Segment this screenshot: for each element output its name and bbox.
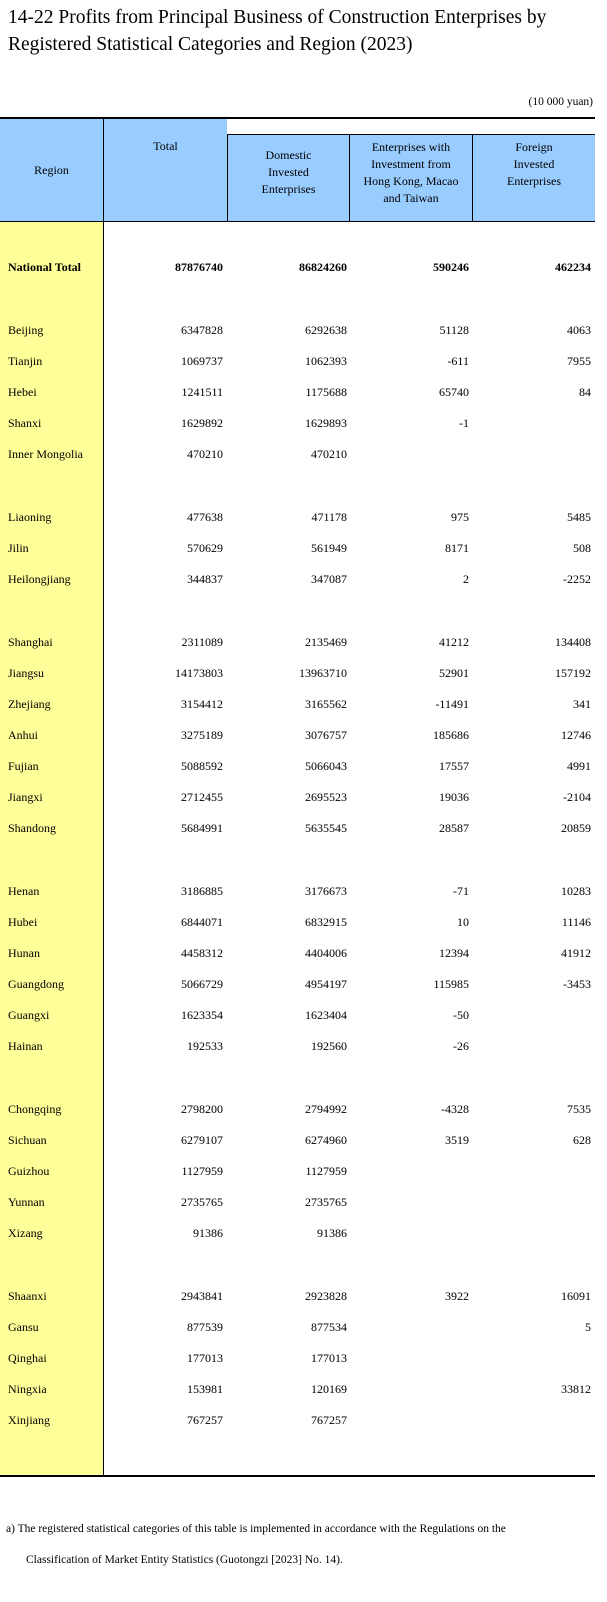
footnote <box>6 1514 596 1576</box>
table-row <box>0 1161 595 1183</box>
domestic-cell: 1623404 <box>305 1008 347 1022</box>
total-cell: 570629 <box>187 541 223 555</box>
domestic-cell: 347087 <box>311 572 347 586</box>
domestic-cell: 1062393 <box>305 354 347 368</box>
region-cell: Jiangsu <box>8 666 44 680</box>
hk-macao-taiwan-cell: 8171 <box>445 541 469 555</box>
hk-macao-taiwan-cell: 51128 <box>439 323 469 337</box>
foreign-cell: 12746 <box>561 728 591 742</box>
foreign-cell: -2104 <box>563 790 591 804</box>
domestic-cell: 6292638 <box>305 323 347 337</box>
domestic-cell: 3176673 <box>305 884 347 898</box>
domestic-cell: 2735765 <box>305 1195 347 1209</box>
hk-macao-taiwan-cell: 185686 <box>433 728 469 742</box>
foreign-cell: 4063 <box>567 323 591 337</box>
table-row <box>0 1192 595 1214</box>
domestic-cell: 2923828 <box>305 1289 347 1303</box>
foreign-cell: 4991 <box>567 759 591 773</box>
region-cell: Shanxi <box>8 416 42 430</box>
foreign-cell: 20859 <box>561 821 591 835</box>
table-row <box>0 1223 595 1245</box>
domestic-cell: 177013 <box>311 1351 347 1365</box>
total-cell: 2943841 <box>181 1289 223 1303</box>
total-cell: 3154412 <box>181 697 223 711</box>
foreign-cell: 7535 <box>567 1102 591 1116</box>
total-cell: 477638 <box>187 510 223 524</box>
region-cell: Shandong <box>8 821 56 835</box>
table-row <box>0 507 595 529</box>
hk-macao-taiwan-cell: -50 <box>453 1008 469 1022</box>
domestic-cell: 2135469 <box>305 635 347 649</box>
table-row <box>0 1005 595 1027</box>
domestic-cell: 3165562 <box>305 697 347 711</box>
total-cell: 2712455 <box>181 790 223 804</box>
total-cell: 177013 <box>187 1351 223 1365</box>
table-row <box>0 1036 595 1058</box>
foreign-cell: -2252 <box>563 572 591 586</box>
domestic-cell: 877534 <box>311 1320 347 1334</box>
header-domestic: Domestic Invested Enterprises <box>227 134 349 221</box>
table-row <box>0 569 595 591</box>
total-cell: 6347828 <box>181 323 223 337</box>
region-cell: Guangxi <box>8 1008 50 1022</box>
header-total: Total <box>104 119 227 221</box>
foreign-cell: 11146 <box>561 915 591 929</box>
domestic-cell: 470210 <box>311 447 347 461</box>
table-row <box>0 632 595 654</box>
region-cell: Guangdong <box>8 977 64 991</box>
foreign-cell: 462234 <box>555 260 591 274</box>
hk-macao-taiwan-cell: 3922 <box>445 1289 469 1303</box>
unit-label: (10 000 yuan) <box>528 96 593 108</box>
region-cell: Fujian <box>8 759 39 773</box>
hk-macao-taiwan-cell: 65740 <box>439 385 469 399</box>
total-cell: 3186885 <box>181 884 223 898</box>
region-cell: Chongqing <box>8 1102 62 1116</box>
total-cell: 153981 <box>187 1382 223 1396</box>
domestic-cell: 2695523 <box>305 790 347 804</box>
foreign-cell: 628 <box>573 1133 591 1147</box>
table-row <box>0 1348 595 1370</box>
foreign-cell: 7955 <box>567 354 591 368</box>
foreign-cell: 41912 <box>561 946 591 960</box>
table-row <box>0 974 595 996</box>
table-row <box>0 663 595 685</box>
total-cell: 91386 <box>193 1226 223 1240</box>
region-cell: Hubei <box>8 915 38 929</box>
foreign-cell: 508 <box>573 541 591 555</box>
table-row <box>0 1379 595 1401</box>
foreign-cell: 157192 <box>555 666 591 680</box>
region-cell: Jiangxi <box>8 790 43 804</box>
hk-macao-taiwan-cell: 3519 <box>445 1133 469 1147</box>
region-cell: Sichuan <box>8 1133 47 1147</box>
total-cell: 14173803 <box>175 666 223 680</box>
total-cell: 2798200 <box>181 1102 223 1116</box>
region-cell: National Total <box>8 260 82 274</box>
domestic-cell: 13963710 <box>299 666 347 680</box>
domestic-cell: 86824260 <box>299 260 347 274</box>
table-row <box>0 1099 595 1121</box>
hk-macao-taiwan-cell: 19036 <box>439 790 469 804</box>
domestic-cell: 561949 <box>311 541 347 555</box>
foreign-cell: 134408 <box>555 635 591 649</box>
table-row <box>0 1410 595 1432</box>
hk-macao-taiwan-cell: -611 <box>447 354 469 368</box>
hk-macao-taiwan-cell: 52901 <box>439 666 469 680</box>
region-cell: Guizhou <box>8 1164 50 1178</box>
region-cell: Hebei <box>8 385 37 399</box>
domestic-cell: 1175688 <box>305 385 347 399</box>
table-row <box>0 943 595 965</box>
table-row <box>0 257 595 279</box>
hk-macao-taiwan-cell: 17557 <box>439 759 469 773</box>
region-cell: Tianjin <box>8 354 43 368</box>
total-cell: 470210 <box>187 447 223 461</box>
hk-macao-taiwan-cell: 115985 <box>433 977 469 991</box>
foreign-cell: -3453 <box>563 977 591 991</box>
hk-macao-taiwan-cell: -11491 <box>435 697 469 711</box>
header-foreign: Foreign Invested Enterprises <box>472 134 595 221</box>
table-row <box>0 1130 595 1152</box>
total-cell: 1241511 <box>181 385 223 399</box>
total-cell: 5684991 <box>181 821 223 835</box>
total-cell: 1069737 <box>181 354 223 368</box>
header-region: Region <box>0 119 104 221</box>
domestic-cell: 6832915 <box>305 915 347 929</box>
total-cell: 2735765 <box>181 1195 223 1209</box>
hk-macao-taiwan-cell: 10 <box>457 915 469 929</box>
table-row <box>0 725 595 747</box>
total-cell: 6844071 <box>181 915 223 929</box>
region-cell: Qinghai <box>8 1351 47 1365</box>
header-hk-macao-taiwan: Enterprises with Investment from Hong Kong, Macao and Taiwan <box>349 134 472 221</box>
foreign-cell: 33812 <box>561 1382 591 1396</box>
region-cell: Jilin <box>8 541 29 555</box>
domestic-cell: 767257 <box>311 1413 347 1427</box>
region-cell: Heilongjiang <box>8 572 71 586</box>
domestic-cell: 91386 <box>317 1226 347 1240</box>
table-row <box>0 382 595 404</box>
foreign-cell: 10283 <box>561 884 591 898</box>
total-cell: 767257 <box>187 1413 223 1427</box>
table-row <box>0 787 595 809</box>
hk-macao-taiwan-cell: -26 <box>453 1039 469 1053</box>
table-row <box>0 1317 595 1339</box>
region-cell: Xinjiang <box>8 1413 50 1427</box>
domestic-cell: 4954197 <box>305 977 347 991</box>
table-row <box>0 351 595 373</box>
region-cell: Xizang <box>8 1226 43 1240</box>
total-cell: 344837 <box>187 572 223 586</box>
total-cell: 4458312 <box>181 946 223 960</box>
region-cell: Gansu <box>8 1320 39 1334</box>
region-cell: Anhui <box>8 728 38 742</box>
region-cell: Henan <box>8 884 40 898</box>
total-cell: 1629892 <box>181 416 223 430</box>
total-cell: 6279107 <box>181 1133 223 1147</box>
region-cell: Yunnan <box>8 1195 45 1209</box>
table-row <box>0 694 595 716</box>
domestic-cell: 1127959 <box>305 1164 347 1178</box>
foreign-cell: 5 <box>585 1320 591 1334</box>
region-cell: Liaoning <box>8 510 52 524</box>
domestic-cell: 3076757 <box>305 728 347 742</box>
total-cell: 877539 <box>187 1320 223 1334</box>
table-row <box>0 413 595 435</box>
table-row <box>0 881 595 903</box>
foreign-cell: 84 <box>579 385 591 399</box>
hk-macao-taiwan-cell: 975 <box>451 510 469 524</box>
domestic-cell: 2794992 <box>305 1102 347 1116</box>
hk-macao-taiwan-cell: 28587 <box>439 821 469 835</box>
foreign-cell: 341 <box>573 697 591 711</box>
region-cell: Shaanxi <box>8 1289 47 1303</box>
domestic-cell: 471178 <box>311 510 347 524</box>
total-cell: 2311089 <box>181 635 223 649</box>
footnote-line-2: Classification of Market Entity Statistics (Guotongzi [2023] No. 14). <box>26 1554 343 1566</box>
table-row <box>0 818 595 840</box>
table-row <box>0 912 595 934</box>
table-row <box>0 756 595 778</box>
foreign-cell: 16091 <box>561 1289 591 1303</box>
table-row <box>0 1286 595 1308</box>
footnote-line-1: a) The registered statistical categories of this table is implemented in accordance with the Regulations on the <box>6 1523 506 1535</box>
region-cell: Ningxia <box>8 1382 47 1396</box>
foreign-cell: 5485 <box>567 510 591 524</box>
region-cell: Inner Mongolia <box>8 447 83 461</box>
domestic-cell: 4404006 <box>305 946 347 960</box>
domestic-cell: 5066043 <box>305 759 347 773</box>
hk-macao-taiwan-cell: 590246 <box>433 260 469 274</box>
region-cell: Hunan <box>8 946 40 960</box>
table-row <box>0 538 595 560</box>
domestic-cell: 120169 <box>311 1382 347 1396</box>
table-row <box>0 320 595 342</box>
page-title: 14-22 Profits from Principal Business of Construction Enterprises by Registered Statistical Categories and Region (2023) <box>8 7 547 55</box>
region-cell: Shanghai <box>8 635 53 649</box>
total-cell: 87876740 <box>175 260 223 274</box>
total-cell: 1623354 <box>181 1008 223 1022</box>
total-cell: 5088592 <box>181 759 223 773</box>
domestic-cell: 1629893 <box>305 416 347 430</box>
table-row <box>0 444 595 466</box>
total-cell: 192533 <box>187 1039 223 1053</box>
region-cell: Zhejiang <box>8 697 51 711</box>
hk-macao-taiwan-cell: -4328 <box>441 1102 469 1116</box>
data-table <box>0 117 595 1477</box>
hk-macao-taiwan-cell: 12394 <box>439 946 469 960</box>
hk-macao-taiwan-cell: 2 <box>463 572 469 586</box>
table-header <box>0 119 595 222</box>
hk-macao-taiwan-cell: 41212 <box>439 635 469 649</box>
region-cell: Beijing <box>8 323 44 337</box>
domestic-cell: 192560 <box>311 1039 347 1053</box>
domestic-cell: 6274960 <box>305 1133 347 1147</box>
region-cell: Hainan <box>8 1039 43 1053</box>
domestic-cell: 5635545 <box>305 821 347 835</box>
hk-macao-taiwan-cell: -71 <box>453 884 469 898</box>
total-cell: 1127959 <box>181 1164 223 1178</box>
total-cell: 5066729 <box>181 977 223 991</box>
total-cell: 3275189 <box>181 728 223 742</box>
hk-macao-taiwan-cell: -1 <box>459 416 469 430</box>
